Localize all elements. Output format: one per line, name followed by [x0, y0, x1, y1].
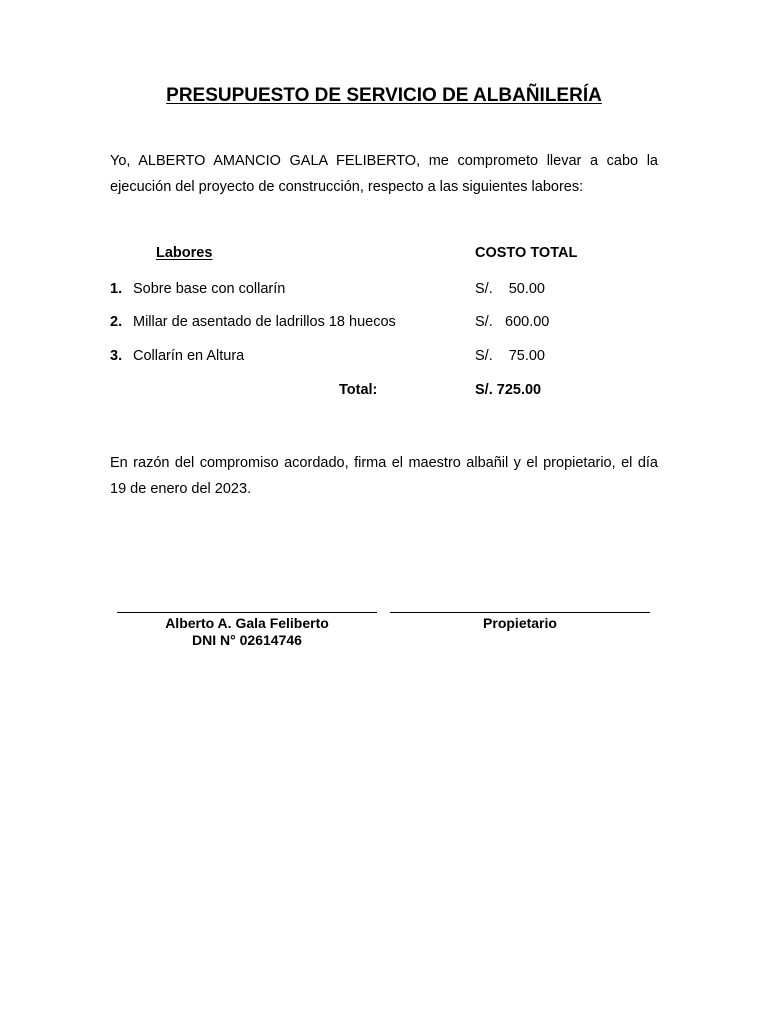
header-costo-total: COSTO TOTAL [475, 245, 578, 261]
table-row [110, 348, 560, 368]
row-currency: S/. [475, 314, 493, 330]
row-description: Collarín en Altura [133, 348, 245, 364]
closing-paragraph: En razón del compromiso acordado, firma el maestro albañil y el propietario, el día 19 de enero del 2023. [110, 455, 658, 497]
table-row [110, 314, 560, 334]
row-currency: S/. [475, 348, 493, 364]
row-description: Millar de asentado de ladrillos 18 huecos [133, 314, 396, 330]
total-label: Total: [339, 382, 378, 398]
table-row [110, 281, 560, 301]
owner-label: Propietario [483, 615, 557, 631]
row-amount: 50.00 [508, 281, 545, 297]
row-amount: 75.00 [508, 348, 545, 364]
row-description: Sobre base con collarín [133, 281, 286, 297]
row-number: 3. [110, 348, 123, 364]
row-number: 2. [110, 314, 123, 330]
total-value: S/. 725.00 [475, 382, 542, 398]
signer-name: Alberto A. Gala Feliberto [165, 615, 329, 631]
row-cost [475, 314, 550, 330]
intro-paragraph: Yo, ALBERTO AMANCIO GALA FELIBERTO, me comprometo llevar a cabo la ejecución del proyecto de construcción, respecto a las siguientes labores: [110, 153, 658, 195]
row-amount: 600.00 [505, 314, 550, 330]
signature-block-right [390, 612, 650, 632]
row-number: 1. [110, 281, 123, 297]
row-currency: S/. [475, 281, 493, 297]
row-cost [475, 281, 545, 297]
signature-block-left [117, 612, 377, 649]
header-labores: Labores [156, 245, 213, 261]
document-title: PRESUPUESTO DE SERVICIO DE ALBAÑILERÍA [166, 85, 602, 106]
row-cost [475, 348, 545, 364]
signer-dni: DNI N° 02614746 [192, 632, 302, 648]
